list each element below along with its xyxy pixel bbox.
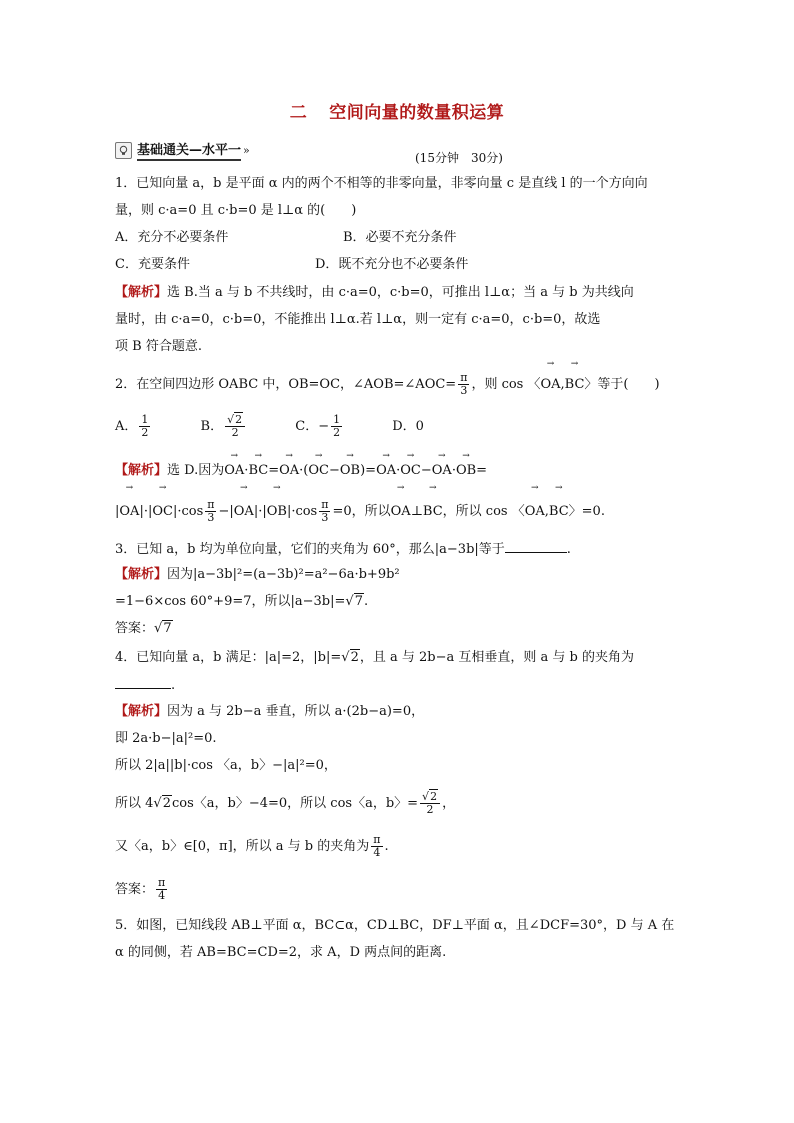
text: = xyxy=(268,463,280,478)
q4-stem-line-2 xyxy=(115,676,175,695)
vector-oc: → OC xyxy=(308,462,329,480)
section-label: 基础通关—水平一 xyxy=(137,139,241,161)
radicand: 7 xyxy=(163,621,172,636)
q1-solution-text-1: 选 B.当 a 与 b 不共线时，由 c·a=0，c·b=0，可推出 l⊥α；当 a 与 b 为共线向 xyxy=(167,285,634,300)
pi-over-3 xyxy=(319,499,330,524)
text: ，且 a 与 2b−a 互相垂直，则 a 与 b 的夹角为 xyxy=(359,650,634,665)
q4-solution-line-3: 所以 2|a||b|·cos 〈a，b〉−|a|²=0， xyxy=(115,758,337,773)
text: ， xyxy=(442,796,456,811)
text: , xyxy=(544,504,549,519)
pi-over-4 xyxy=(371,834,382,859)
text: · xyxy=(396,463,401,478)
q2-stem-text: 2．在空间四边形 OABC 中，OB=OC，∠AOB=∠AOC= xyxy=(115,377,457,392)
section-header xyxy=(115,141,250,159)
radicand: 2 xyxy=(162,796,171,811)
q1-line-1: 1．已知向量 a，b 是平面 α 内的两个不相等的非零向量，非零向量 c 是直线 l 的一个方向向 xyxy=(115,176,648,191)
vector-oa: → OA xyxy=(376,462,396,480)
q1-solution-line-2: 量时，由 c·a=0，c·b=0，不能推出 l⊥α.若 l⊥α，则一定有 c·a=0，c·b=0，故选 xyxy=(115,312,601,327)
text: · xyxy=(451,463,456,478)
frac-num: π xyxy=(460,371,468,384)
frac-den: 2 xyxy=(141,426,149,439)
vector-oc: → OC xyxy=(400,462,421,480)
answer-blank xyxy=(115,676,171,689)
q1-option-d: D．既不充分也不必要条件 xyxy=(315,257,469,272)
text: 所以 4 xyxy=(115,796,154,811)
q1-option-b: B．必要不充分条件 xyxy=(343,230,457,245)
chapter-number: 二 xyxy=(289,103,308,123)
answer-label: 答案： xyxy=(115,621,155,636)
q2-stem: 2．在空间四边形 OABC 中，OB=OC，∠AOB=∠AOC= $\frac{\pi}{3}$ ，则 cos 〈→ OA,→ BC〉等于( ) xyxy=(115,370,660,400)
pi-over-3 xyxy=(458,372,469,397)
text: =1−6×cos 60°+9=7，所以|a−3b|= xyxy=(115,594,346,609)
vector-ob: → OB xyxy=(267,494,287,530)
text: ·( xyxy=(299,463,309,478)
q2-option-b-label: B． xyxy=(200,419,224,434)
vector-bc: → BC xyxy=(549,494,569,530)
frac-den: 3 xyxy=(321,511,329,524)
text: 因为 a 与 2b−a 垂直，所以 a·(2b−a)=0， xyxy=(167,704,425,719)
answer-blank xyxy=(505,540,567,553)
text: 选 D.因为 xyxy=(167,463,225,478)
root2-over-2 xyxy=(420,791,440,816)
q4-stem-line-1 xyxy=(115,649,634,667)
sqrt-2: √2 xyxy=(341,650,359,665)
lightbulb-icon xyxy=(115,142,132,159)
vector-oa: → OA xyxy=(525,494,545,530)
text: )= xyxy=(360,463,377,478)
q1-solution-line-3: 项 B 符合题意. xyxy=(115,339,202,354)
frac-den: 4 xyxy=(373,846,381,859)
q1-option-a: A．充分不必要条件 xyxy=(115,230,229,245)
frac-num: 1 xyxy=(333,413,341,426)
text: = xyxy=(476,463,488,478)
frac-den: 3 xyxy=(460,384,468,397)
q2-option-a-label: A． xyxy=(115,419,138,434)
vector-oa: → OA xyxy=(119,494,139,530)
vector-oa: → OA xyxy=(234,494,254,530)
text: =0，所以 xyxy=(332,504,391,519)
q3-stem-text: 3．已知 a，b 均为单位向量，它们的夹角为 60°，那么|a−3b|等于 xyxy=(115,542,505,557)
text: |·cos xyxy=(172,504,204,519)
text: 〉=0. xyxy=(568,504,605,519)
frac-num: π xyxy=(207,498,215,511)
q2-option-c-value xyxy=(331,414,342,439)
frac-num: π xyxy=(321,498,329,511)
sqrt-7: √7 xyxy=(345,594,363,609)
frac-den: 2 xyxy=(426,803,434,816)
text: . xyxy=(566,542,571,557)
radicand: 2 xyxy=(430,790,438,803)
text: − xyxy=(420,463,432,478)
q3-solution-line-1 xyxy=(115,566,400,584)
q3-stem xyxy=(115,540,571,559)
text: . xyxy=(363,594,369,609)
vector-ob: → OB xyxy=(340,462,360,480)
solution-tag: 【解析】 xyxy=(115,463,168,478)
sqrt-7: √7 xyxy=(154,621,172,636)
text: 又〈a，b〉∈[0，π]，所以 a 与 b 的夹角为 xyxy=(115,839,370,854)
frac-den: 2 xyxy=(231,426,239,439)
text: −| xyxy=(218,504,234,519)
frac-num: √2 xyxy=(420,791,440,804)
vector-bc: → BC xyxy=(565,370,585,400)
q1-line-2: 量，则 c·a=0 且 c·b=0 是 l⊥α 的( ) xyxy=(115,203,357,218)
q2-solution-line-2 xyxy=(115,494,605,530)
q5-line-1: 5．如图，已知线段 AB⊥平面 α，BC⊂α，CD⊥BC，DF⊥平面 α，且∠DCF=30°，D 与 A 在 xyxy=(115,918,675,933)
solution-tag: 【解析】 xyxy=(115,704,168,719)
text: ，所以 cos 〈 xyxy=(442,504,525,519)
q3-solution-line-2 xyxy=(115,593,368,611)
q2-solution-line-1 xyxy=(115,462,487,480)
frac-den: 2 xyxy=(333,426,341,439)
q4-solution-line-5 xyxy=(115,830,389,864)
time-score-note: (15分钟 30分) xyxy=(415,151,503,165)
radicand: 2 xyxy=(235,413,243,426)
answer-label: 答案： xyxy=(115,882,155,897)
q2-option-b-value xyxy=(225,414,245,439)
vector-oa: → OA xyxy=(432,462,452,480)
text: . xyxy=(171,678,176,693)
vector-oa: → OA xyxy=(540,370,560,400)
radicand: 2 xyxy=(350,650,359,665)
q2-stem-mid: ，则 cos 〈 xyxy=(471,377,541,392)
vector-oc: → OC xyxy=(152,494,173,530)
vector-oa: → OA xyxy=(391,494,411,530)
q3-answer xyxy=(115,620,173,638)
pi-over-3 xyxy=(205,499,216,524)
page-title xyxy=(0,98,794,123)
text: cos〈a，b〉−4=0，所以 cos〈a，b〉= xyxy=(171,796,419,811)
vector-bc: → BC xyxy=(423,494,443,530)
q2-stem-tail: 〉等于( ) xyxy=(584,377,660,392)
q1-option-c: C．充要条件 xyxy=(115,257,190,272)
text: |·| xyxy=(253,504,267,519)
q2-option-c-label: C．− xyxy=(295,419,330,434)
q2-options xyxy=(115,410,424,444)
q4-solution-line-4 xyxy=(115,786,455,822)
radicand: 7 xyxy=(354,594,363,609)
chapter-title: 空间向量的数量积运算 xyxy=(329,103,505,123)
frac-num: π xyxy=(158,876,166,889)
q5-line-2: α 的同侧，若 AB=BC=CD=2，求 A，D 两点间的距离. xyxy=(115,945,447,960)
text: . xyxy=(384,839,389,854)
solution-tag: 【解析】 xyxy=(115,567,168,582)
double-chevron-icon: » xyxy=(243,143,250,157)
solution-tag: 【解析】 xyxy=(115,285,168,300)
text: − xyxy=(328,463,340,478)
vector-oa: → OA xyxy=(279,462,299,480)
frac-num: √2 xyxy=(225,414,245,427)
text: | xyxy=(115,504,120,519)
vector-oa: → OA xyxy=(224,462,244,480)
text: |·| xyxy=(139,504,153,519)
frac-num: π xyxy=(373,833,381,846)
text: |·cos xyxy=(286,504,318,519)
q2-option-a-value xyxy=(139,414,150,439)
text: · xyxy=(244,463,249,478)
text: 4．已知向量 a，b 满足：|a|=2，|b|= xyxy=(115,650,342,665)
frac-den: 3 xyxy=(207,511,215,524)
q4-solution-line-2: 即 2a·b−|a|²=0. xyxy=(115,731,217,746)
vector-bc: → BC xyxy=(248,462,268,480)
vector-ob: → OB xyxy=(456,462,476,480)
text: 因为|a−3b|²=(a−3b)²=a²−6a·b+9b² xyxy=(167,567,400,582)
q4-solution-line-1 xyxy=(115,703,424,721)
q2-option-d: D．0 xyxy=(392,419,424,434)
frac-num: 1 xyxy=(141,413,149,426)
text: ⊥ xyxy=(410,504,423,519)
q4-answer xyxy=(115,873,169,907)
pi-over-4 xyxy=(156,877,167,902)
q1-solution-line-1 xyxy=(115,284,634,302)
sqrt-2: √2 xyxy=(153,796,171,811)
frac-den: 4 xyxy=(158,889,166,902)
